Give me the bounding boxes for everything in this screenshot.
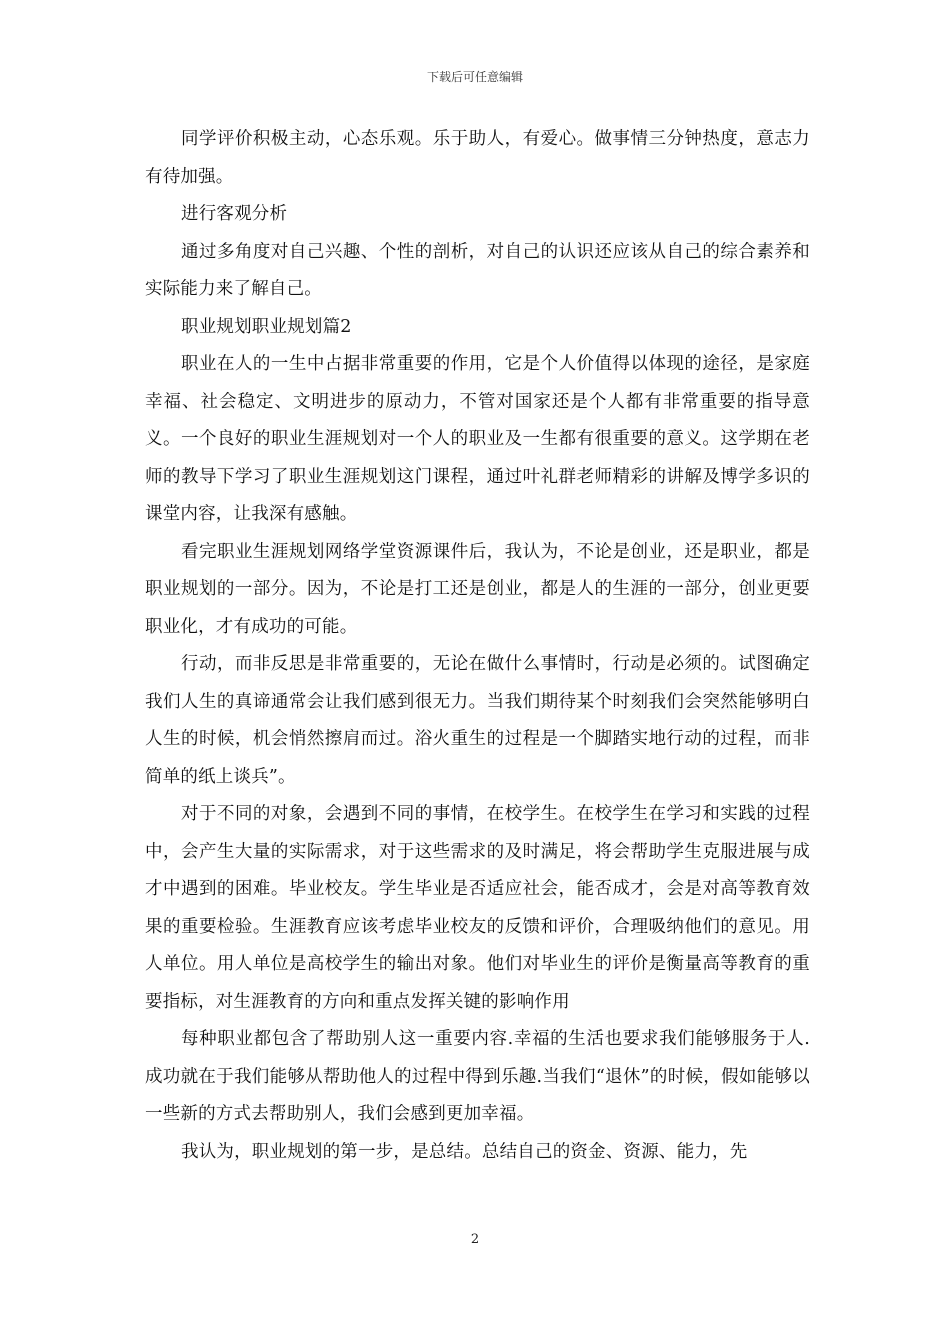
paragraph-helping-others: 每种职业都包含了帮助别人这一重要内容.幸福的生活也要求我们能够服务于人.成功就在于我们能够从帮助他人的过程中得到乐趣.当我们“退休”的时候，假如能够以一些新的方式去帮助别人，我们会感到更加幸福。 [145, 1029, 810, 1124]
paragraph-action: 行动，而非反思是非常重要的，无论在做什么事情时，行动是必须的。试图确定我们人生的真谛通常会让我们感到很无力。当我们期待某个时刻我们会突然能够明白人生的时候，机会悄然擦肩而过。浴火重生的过程是一个脚踏实地行动的过程，而非简单的纸上谈兵”。 [145, 654, 810, 787]
paragraph-self-analysis: 通过多角度对自己兴趣、个性的剖析，对自己的认识还应该从自己的综合素养和实际能力来了解自己。 [145, 241, 810, 299]
document-body [145, 121, 810, 1171]
paragraph-stakeholders: 对于不同的对象，会遇到不同的事情，在校学生。在校学生在学习和实践的过程中，会产生大量的实际需求，对于这些需求的及时满足，将会帮助学生克服进展与成才中遇到的困难。毕业校友。学生毕业是否适应社会，能否成才，会是对高等教育效果的重要检验。生涯教育应该考虑毕业校友的反馈和评价，合理吸纳他们的意见。用人单位。用人单位是高校学生的输出对象。他们对毕业生的评价是衡量高等教育的重要指标，对生涯教育的方向和重点发挥关键的影响作用 [145, 804, 810, 1012]
page-header: 下载后可任意编辑 [426, 70, 523, 84]
paragraph-career-importance: 职业在人的一生中占据非常重要的作用，它是个人价值得以体现的途径，是家庭幸福、社会稳定、文明进步的原动力，不管对国家还是个人都有非常重要的指导意义。一个良好的职业生涯规划对一个人的职业及一生都有很重要的意义。这学期在老师的教导下学习了职业生涯规划这门课程，通过叶礼群老师精彩的讲解及博学多识的课堂内容，让我深有感触。 [145, 354, 810, 524]
paragraph-peer-evaluation: 同学评价积极主动，心态乐观。乐于助人，有爱心。做事情三分钟热度，意志力有待加强。 [145, 129, 810, 187]
paragraph-first-step: 我认为，职业规划的第一步，是总结。总结自己的资金、资源、能力，先 [181, 1141, 748, 1162]
paragraph-courseware-reflection: 看完职业生涯规划网络学堂资源课件后，我认为，不论是创业，还是职业，都是职业规划的一部分。因为，不论是打工还是创业，都是人的生涯的一部分，创业更要职业化，才有成功的可能。 [145, 541, 810, 637]
section-heading-career-plan-2: 职业规划职业规划篇2 [181, 316, 352, 337]
page-number: 2 [470, 1232, 480, 1247]
section-heading-objective-analysis: 进行客观分析 [181, 204, 288, 224]
